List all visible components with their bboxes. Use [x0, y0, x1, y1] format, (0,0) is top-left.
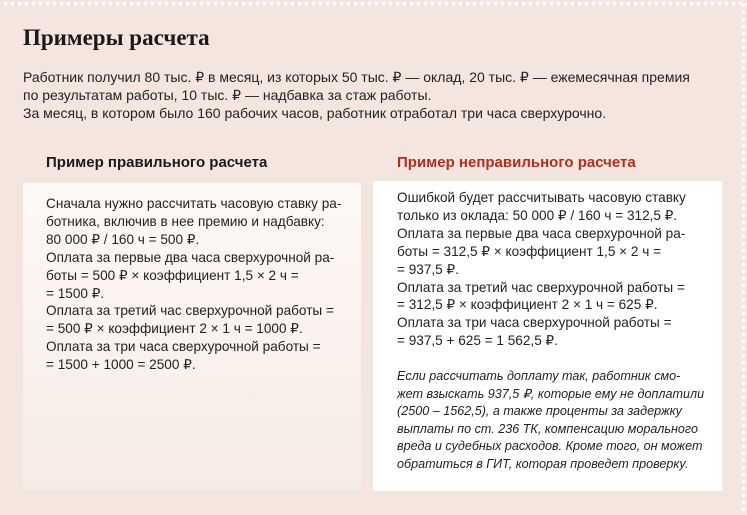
text-line: = 937,5 ₽. — [397, 261, 459, 277]
text-line: Оплата за первые два часа сверхурочной ра- — [397, 225, 686, 241]
note-line: вреда и судебных расходов. Кроме того, он может — [397, 439, 703, 453]
text-line: Сначала нужно рассчитать часовую ставку ра- — [46, 196, 342, 211]
incorrect-example-box — [373, 181, 722, 491]
perforated-edge-right — [739, 0, 747, 515]
note-line: обратиться в ГИТ, которая проведет проверку. — [397, 456, 689, 471]
incorrect-example-note — [397, 368, 704, 473]
intro-line: по результатам работы, 10 тыс. ₽ — надбавка за стаж работы. — [23, 87, 432, 103]
text-line: = 500 ₽ × коэффициент 2 × 1 ч = 1000 ₽. — [46, 321, 303, 337]
intro-paragraph — [23, 68, 723, 122]
correct-example-heading: Пример правильного расчета — [46, 154, 268, 171]
incorrect-example-heading: Пример неправильного расчета — [397, 154, 636, 171]
intro-line: За месяц, в котором было 160 рабочих часов, работник отработал три часа сверхурочно. — [23, 105, 607, 121]
text-line: боты = 312,5 ₽ × коэффициент 1,5 × 2 ч = — [397, 243, 662, 259]
text-line: = 1500 ₽. — [46, 285, 105, 301]
text-line: 80 000 ₽ / 160 ч = 500 ₽. — [46, 231, 200, 247]
text-line: ботника, включив в нее премию и надбавку: — [46, 213, 325, 229]
text-line: = 937,5 + 625 = 1 562,5 ₽. — [397, 333, 558, 349]
correct-example-box — [23, 183, 361, 490]
incorrect-example-text — [397, 189, 686, 350]
note-line: выплаты по ст. 236 ТК, компенсацию морального — [397, 421, 698, 436]
note-line: (2500 – 1562,5), а также проценты за задержку — [397, 404, 682, 418]
text-line: Ошибкой будет рассчитывать часовую ставку — [397, 190, 686, 205]
note-line: Если рассчитать доплату так, работник смо- — [397, 369, 681, 383]
text-line: = 1500 + 1000 = 2500 ₽. — [46, 357, 196, 373]
text-line: Оплата за первые два часа сверхурочной ра- — [46, 249, 335, 265]
note-line: жет взыскать 937,5 ₽, которые ему не доплатили — [397, 386, 705, 401]
text-line: = 312,5 ₽ × коэффициент 2 × 1 ч = 625 ₽. — [397, 297, 658, 313]
text-line: боты = 500 ₽ × коэффициент 1,5 × 2 ч = — [46, 267, 299, 283]
perforated-edge-top — [0, 0, 747, 8]
page-title: Примеры расчета — [23, 25, 210, 50]
text-line: только из оклада: 50 000 ₽ / 160 ч = 312,5 ₽. — [397, 207, 678, 223]
text-line: Оплата за три часа сверхурочной работы = — [46, 339, 321, 355]
correct-example-text — [46, 195, 341, 374]
intro-line: Работник получил 80 тыс. ₽ в месяц, из которых 50 тыс. ₽ — оклад, 20 тыс. ₽ — ежемесячная премия — [23, 69, 690, 85]
text-line: Оплата за три часа сверхурочной работы = — [397, 315, 672, 331]
text-line: Оплата за третий час сверхурочной работы = — [46, 303, 334, 319]
text-line: Оплата за третий час сверхурочной работы = — [397, 279, 685, 295]
